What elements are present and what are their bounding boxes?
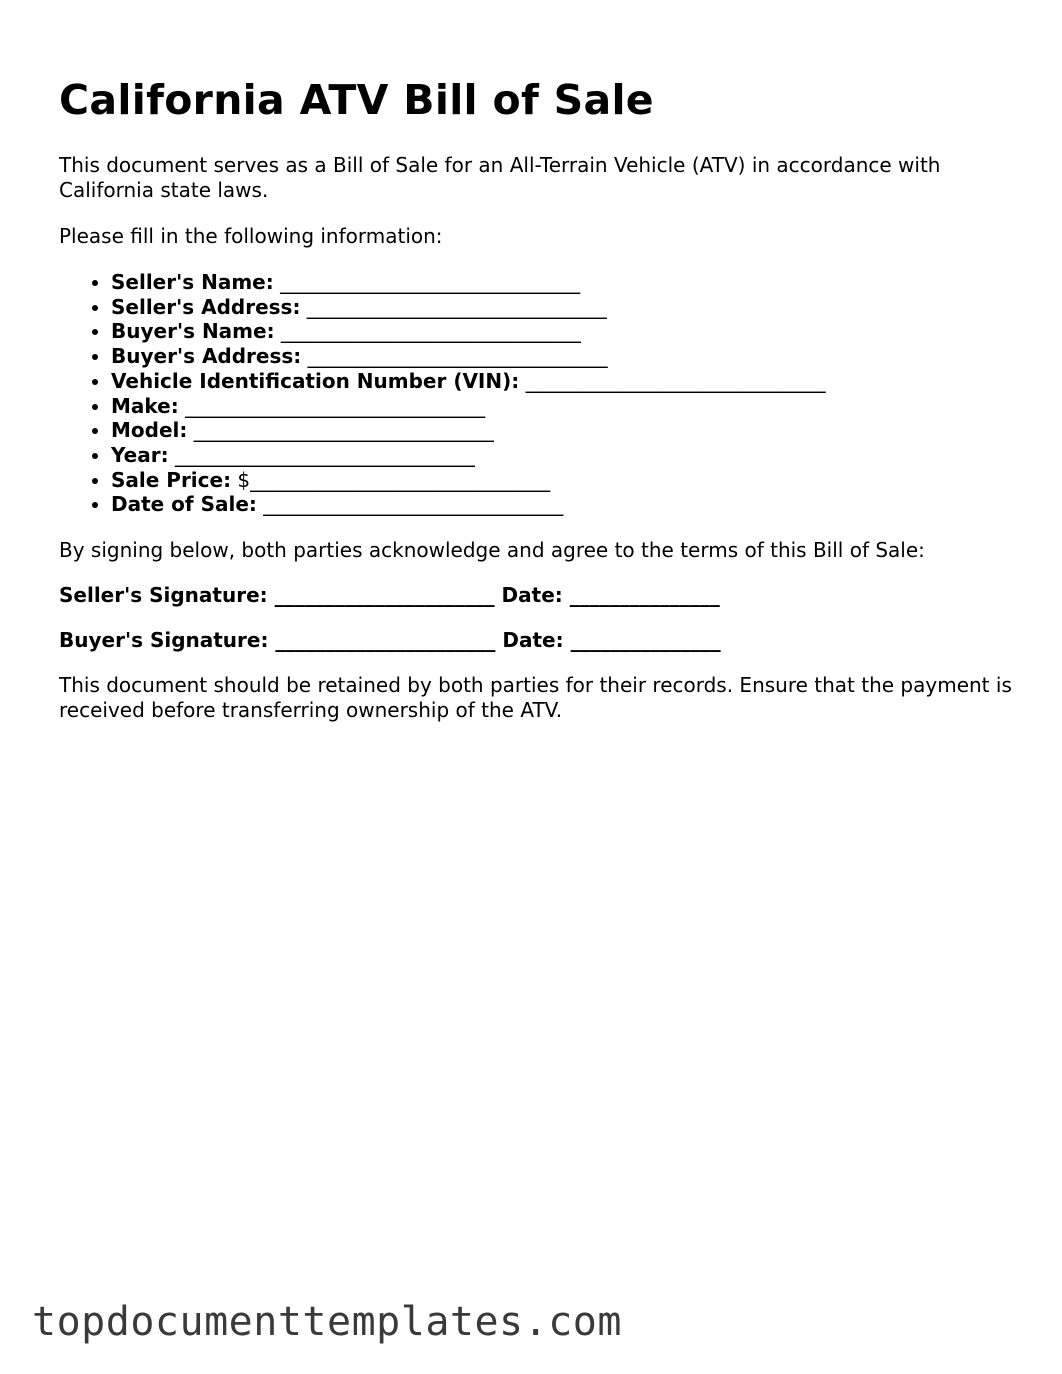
field-date-of-sale[interactable]: [111, 492, 1019, 517]
field-blank: ______________________________: [256, 492, 564, 517]
field-sellers-name[interactable]: [111, 270, 1019, 295]
field-label: Date of Sale:: [111, 492, 257, 517]
seller-signature-label: Seller's Signature: ______________________ Date: _______________: [59, 583, 720, 608]
acknowledgement-text: By signing below, both parties acknowledge and agree to the terms of this Bill of Sale:: [59, 538, 925, 563]
field-sellers-address[interactable]: [111, 295, 1019, 320]
field-year[interactable]: [111, 443, 1019, 468]
fields-list: [59, 270, 1019, 517]
document-title: California ATV Bill of Sale: [59, 76, 654, 124]
field-label: Seller's Name:: [111, 270, 274, 294]
buyer-signature-line[interactable]: [59, 628, 1019, 653]
field-buyers-address[interactable]: [111, 344, 1019, 369]
closing-paragraph: This document should be retained by both parties for their records. Ensure that the payment is received before transferring ownership of the ATV.: [59, 673, 1012, 723]
field-label: Sale Price:: [111, 467, 232, 492]
field-blank: ______________________________: [301, 344, 608, 369]
field-buyers-name[interactable]: [111, 319, 1019, 344]
field-label: Seller's Address:: [111, 294, 301, 319]
instructions-text: Please fill in the following information:: [59, 224, 443, 248]
watermark: topdocumenttemplates.com: [32, 1299, 622, 1345]
field-label: Vehicle Identification Number (VIN):: [111, 368, 520, 393]
field-make[interactable]: [111, 394, 1019, 419]
intro-paragraph: This document serves as a Bill of Sale for an All-Terrain Vehicle (ATV) in accordance with California state laws.: [59, 153, 941, 202]
document-page: [59, 74, 1019, 723]
field-blank: ______________________________: [168, 442, 475, 467]
field-blank: ______________________________: [274, 319, 581, 344]
buyer-signature-label: Buyer's Signature: ______________________ Date: _______________: [59, 628, 721, 653]
field-vin[interactable]: [111, 369, 1019, 394]
field-sale-price[interactable]: [111, 468, 1019, 493]
field-blank: ______________________________: [187, 418, 494, 443]
field-label: Year:: [111, 442, 169, 467]
field-model[interactable]: [111, 418, 1019, 443]
field-blank: ______________________________: [273, 270, 581, 294]
field-blank: ______________________________: [178, 393, 486, 418]
seller-signature-line[interactable]: [59, 583, 1019, 608]
field-label: Make:: [111, 393, 179, 418]
field-blank: ______________________________: [300, 294, 607, 319]
field-label: Model:: [111, 418, 188, 443]
field-label: Buyer's Address:: [111, 344, 302, 369]
field-blank: ______________________________: [519, 368, 826, 393]
field-label: Buyer's Name:: [111, 319, 275, 344]
field-blank: $______________________________: [231, 467, 551, 492]
